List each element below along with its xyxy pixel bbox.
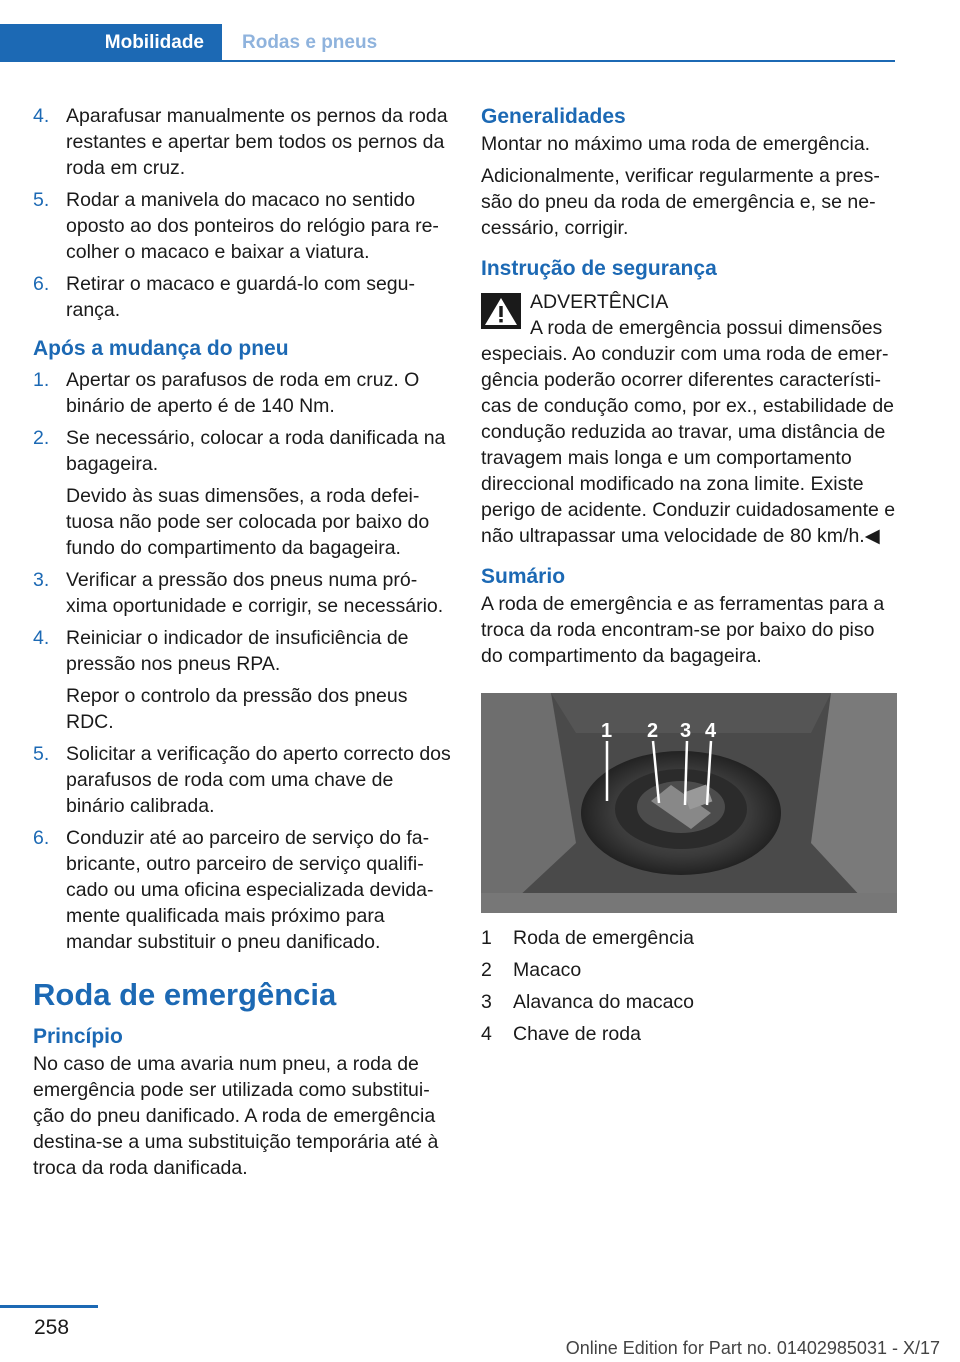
legend-item: [481, 1021, 897, 1053]
legend-number: 3: [481, 991, 492, 1013]
step-subtext: Repor o controlo da pressão dos pneus RDC.: [66, 685, 408, 733]
legend-number: 4: [481, 1023, 492, 1045]
tab-rodas-e-pneus-label: Rodas e pneus: [242, 32, 378, 53]
step-text: Se necessário, colocar a roda danificada na bagageira.: [66, 427, 446, 475]
step-item: [33, 187, 451, 265]
principle-text: No caso de uma avaria num pneu, a roda de emergência pode ser utilizada como substituição do pneu danificado. A roda de emergência destina-se a uma substituição temporária até à troca da roda danificada.: [33, 1053, 439, 1179]
step-number: 1.: [33, 369, 50, 391]
step-number: 6.: [33, 273, 50, 295]
spare-wheel-illustration: [481, 693, 897, 913]
tab-underline: [222, 60, 895, 62]
warning-label: ADVERTÊNCIA: [530, 291, 669, 313]
steps-list-a: [33, 103, 451, 323]
warning-icon: [481, 293, 521, 329]
step-text: Reiniciar o indicador de insuficiência de pressão nos pneus RPA.: [66, 627, 409, 675]
step-text: Apertar os parafusos de roda em cruz. O binário de aperto é de 140 Nm.: [66, 369, 420, 417]
step-text: Verificar a pressão dos pneus numa próxima oportunidade e corrigir, se necessário.: [66, 569, 444, 617]
warning-block: [481, 289, 897, 549]
step-item: [33, 825, 451, 955]
step-number: 5.: [33, 189, 50, 211]
step-item: [33, 367, 451, 419]
after-change-heading: Após a mudança do pneu: [33, 337, 289, 360]
warning-text: especiais. Ao conduzir com uma roda de emergência poderão ocorrer diferentes características de condução como, por ex., estabilidade de condução reduzida ao travar, uma distância de travagem mais longa e um comportamento direccional modificado na zona limite. Existe perigo de acidente. Conduzir cuidadosamente e não ultrapassar uma velocidade de 80 km/h.◀: [481, 343, 896, 547]
legend-text: Chave de roda: [513, 1023, 641, 1045]
step-item: [33, 567, 451, 619]
step-text: Aparafusar manualmente os pernos da roda restantes e apertar bem todos os pernos da roda em cruz.: [66, 105, 448, 179]
tab-mobilidade[interactable]: [0, 24, 222, 62]
step-subtext: Devido às suas dimensões, a roda defeituosa não pode ser colocada por baixo do fundo do compartimento da bagageira.: [66, 485, 430, 559]
step-number: 2.: [33, 427, 50, 449]
general-paragraph-1: Montar no máximo uma roda de emergência.: [481, 133, 871, 155]
edition-note: Online Edition for Part no. 01402985031 - X/17: [565, 1338, 940, 1358]
spare-wheel-photo: [481, 693, 897, 913]
left-column: [33, 103, 451, 1181]
tab-mobilidade-label: Mobilidade: [104, 32, 204, 53]
step-item: [33, 425, 451, 561]
general-heading: Generalidades: [481, 105, 626, 128]
step-number: 3.: [33, 569, 50, 591]
step-item: [33, 103, 451, 181]
step-item: [33, 271, 451, 323]
header-tabs: [0, 24, 895, 62]
step-text: Solicitar a verificação do aperto correcto dos parafusos de roda com uma chave de binário calibrada.: [66, 743, 451, 817]
step-number: 5.: [33, 743, 50, 765]
legend-number: 1: [481, 927, 492, 949]
legend-item: [481, 925, 897, 957]
safety-heading: Instrução de segurança: [481, 257, 717, 280]
steps-list-b: [33, 367, 451, 955]
photo-label-4: 4: [705, 720, 717, 742]
page-number: 258: [34, 1316, 70, 1339]
step-number: 4.: [33, 627, 50, 649]
step-number: 6.: [33, 827, 50, 849]
legend-item: [481, 957, 897, 989]
step-text: Conduzir até ao parceiro de serviço do fabricante, outro parceiro de serviço qualificado ou uma oficina especializada devidamente qualificada mais próximo para mandar substituir o pneu danificado.: [66, 827, 434, 953]
summary-heading: Sumário: [481, 565, 566, 588]
photo-label-2: 2: [647, 720, 659, 742]
legend-text: Alavanca do macaco: [513, 991, 695, 1013]
photo-label-3: 3: [680, 720, 692, 742]
legend-text: Roda de emergência: [513, 927, 695, 949]
step-item: [33, 741, 451, 819]
step-text: Retirar o macaco e guardá-lo com segurança.: [66, 273, 415, 321]
legend-text: Macaco: [513, 959, 582, 981]
step-item: [33, 625, 451, 735]
tab-rodas-e-pneus[interactable]: [222, 24, 895, 62]
step-number: 4.: [33, 105, 50, 127]
warning-first-line: A roda de emergência possui dimensões: [530, 317, 883, 339]
footer-rule: [0, 1305, 98, 1308]
photo-label-1: 1: [601, 720, 613, 742]
principle-heading: Princípio: [33, 1025, 123, 1048]
step-text: Rodar a manivela do macaco no sentido oposto ao dos ponteiros do relógio para recolher o macaco e baixar a viatura.: [66, 189, 439, 263]
photo-legend: [481, 925, 897, 1053]
legend-number: 2: [481, 959, 492, 981]
right-column: [481, 103, 897, 1053]
legend-item: [481, 989, 897, 1021]
general-paragraph-2: Adicionalmente, verificar regularmente a pressão do pneu da roda de emergência e, se necessário, corrigir.: [481, 165, 880, 239]
summary-text: A roda de emergência e as ferramentas para a troca da roda encontram-se por baixo do piso do compartimento da bagageira.: [481, 593, 885, 667]
section-title: Roda de emergência: [33, 977, 337, 1012]
